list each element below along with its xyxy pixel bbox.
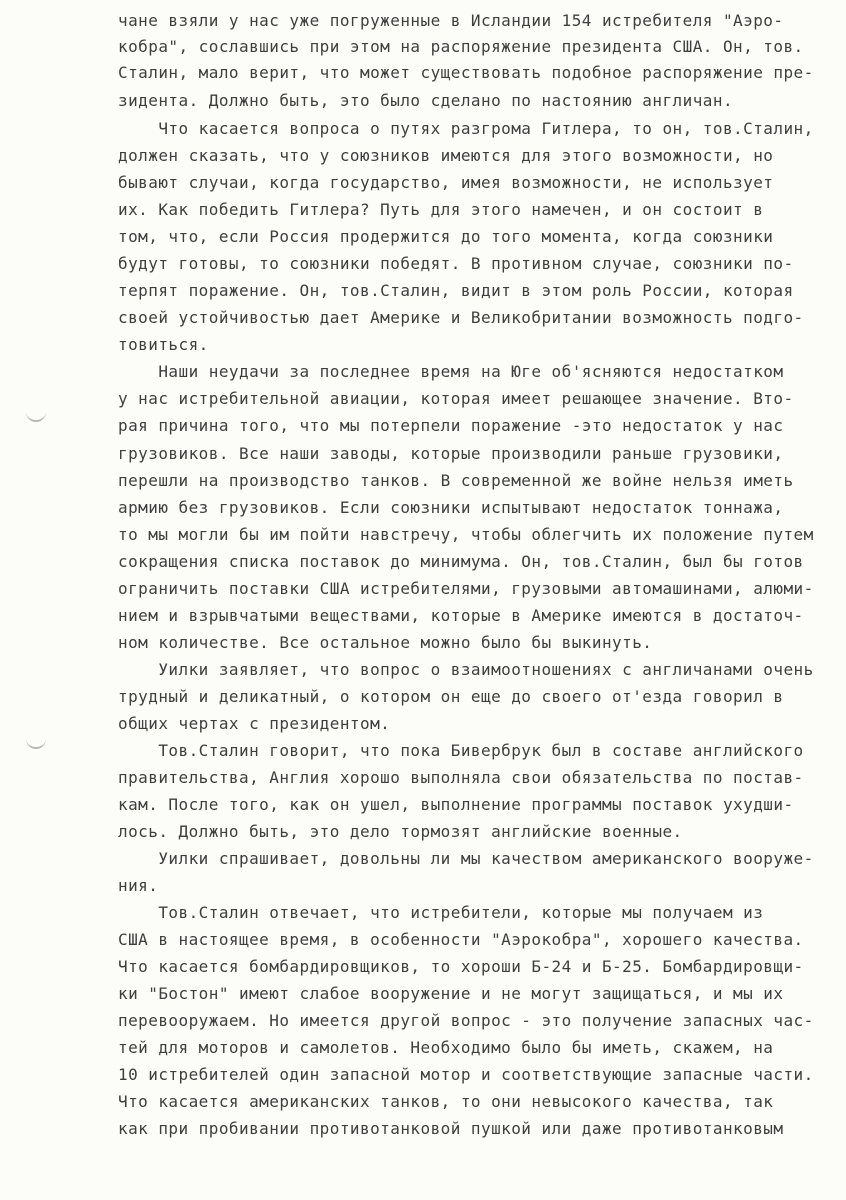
text-line: сокращения списка поставок до минимума. Он, тов.Сталин, был бы готов — [118, 552, 804, 571]
text-line: ном количестве. Все остальное можно было бы выкинуть. — [118, 633, 653, 652]
text-line: Что касается американских танков, то они невысокого качества, так — [118, 1092, 774, 1111]
text-line: нием и взрывчатыми веществами, которые в Америке имеются в достаточ- — [118, 606, 804, 625]
text-line: Наши неудачи за последнее время на Юге об'ясняются недостатком — [118, 362, 784, 381]
text-line: товиться. — [118, 335, 209, 354]
text-line: должен сказать, что у союзников имеются для этого возможности, но — [118, 146, 774, 165]
text-line: перевооружаем. Но имеется другой вопрос - это получение запасных час- — [118, 1011, 814, 1030]
text-line: трудный и деликатный, о котором он еще до своего от'езда говорил в — [118, 687, 784, 706]
text-line: перешли на производство танков. В современной же войне нельзя иметь — [118, 471, 794, 490]
text-line: кам. После того, как он ушел, выполнение программы поставок ухудши- — [118, 795, 794, 814]
text-line: Что касается бомбардировщиков, то хороши Б-24 и Б-25. Бомбардировщи- — [118, 957, 804, 976]
text-line: США в настоящее время, в особенности "Аэрокобра", хорошего качества. — [118, 930, 804, 949]
text-line: Сталин, мало верит, что может существовать подобное распоряжение пре- — [118, 63, 814, 82]
text-line: ния. — [118, 876, 159, 895]
text-line: правительства, Англия хорошо выполняла свои обязательства по постав- — [118, 768, 804, 787]
text-line: лось. Должно быть, это дело тормозят английские военные. — [118, 822, 683, 841]
text-line: зидента. Должно быть, это было сделано по настоянию англичан. — [118, 91, 734, 110]
text-line: тей для моторов и самолетов. Необходимо было бы иметь, скажем, на — [118, 1038, 774, 1057]
text-line: грузовиков. Все наши заводы, которые производили раньше грузовики, — [118, 444, 784, 463]
text-line: то мы могли бы им пойти навстречу, чтобы облегчить их положение путем — [118, 525, 814, 544]
text-line: армию без грузовиков. Если союзники испытывают недостаток тоннажа, — [118, 498, 784, 517]
text-line: Уилки заявляет, что вопрос о взаимоотношениях с англичанами очень — [118, 660, 814, 679]
text-line: том, что, если Россия продержится до того момента, когда союзники — [118, 227, 774, 246]
text-line: Что касается вопроса о путях разгрома Гитлера, то он, тов.Сталин, — [118, 119, 814, 138]
text-line: общих чертах с президентом. — [118, 714, 391, 733]
text-line: рая причина того, что мы потерпели поражение -это недостаток у нас — [118, 416, 784, 435]
text-line: своей устойчивостью дает Америке и Великобритании возможность подго- — [118, 308, 804, 327]
text-line: 10 истребителей один запасной мотор и соответствующие запасные части. — [118, 1065, 814, 1084]
text-line: Тов.Сталин говорит, что пока Бивербрук был в составе английского — [118, 741, 804, 760]
text-line: ограничить поставки США истребителями, грузовыми автомашинами, алюми- — [118, 579, 814, 598]
text-line: будут готовы, то союзники победят. В противном случае, союзники по- — [118, 254, 794, 273]
text-line: как при пробивании противотанковой пушкой или даже противотанковым — [118, 1119, 784, 1138]
text-line: кобра", сославшись при этом на распоряжение президента США. Он, тов. — [118, 37, 804, 56]
text-line: ки "Бостон" имеют слабое вооружение и не могут защищаться, и мы их — [118, 984, 784, 1003]
text-line: Тов.Сталин отвечает, что истребители, которые мы получаем из — [118, 903, 764, 922]
text-line: их. Как победить Гитлера? Путь для этого намечен, и он состоит в — [118, 200, 764, 219]
text-line: у нас истребительной авиации, которая имеет решающее значение. Вто- — [118, 389, 794, 408]
text-line: терпят поражение. Он, тов.Сталин, видит в этом роль России, которая — [118, 281, 794, 300]
text-line: Уилки спрашивает, довольны ли мы качеством американского вооруже- — [118, 849, 814, 868]
text-line: бывают случаи, когда государство, имея возможности, не использует — [118, 173, 774, 192]
text-line: чане взяли у нас уже погруженные в Исландии 154 истребителя "Аэро- — [118, 11, 784, 30]
